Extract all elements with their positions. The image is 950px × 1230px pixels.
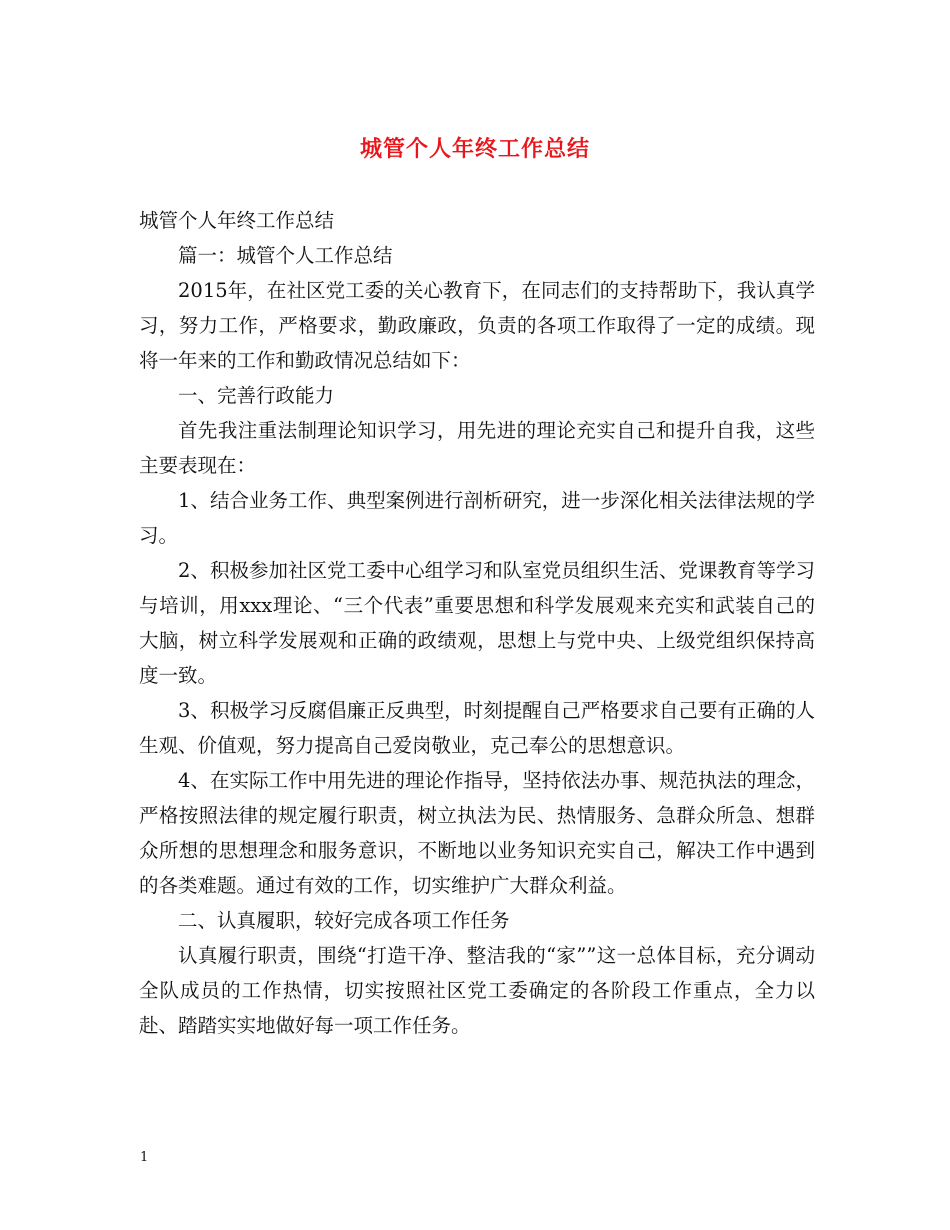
body-paragraph: 首先我注重法制理论知识学习，用先进的理论充实自己和提升自我，这些主要表现在： bbox=[139, 419, 815, 477]
body-paragraph: 2015年，在社区党工委的关心教育下，在同志们的支持帮助下，我认真学习，努力工作，严格要求，勤政廉政，负责的各项工作取得了一定的成绩。现将一年来的工作和勤政情况总结如下： bbox=[139, 279, 815, 372]
body-paragraph: 1、结合业务工作、典型案例进行剖析研究，进一步深化相关法律法规的学习。 bbox=[139, 489, 815, 547]
body-paragraph: 认真履行职责，围绕“打造干净、整洁我的“家””这一总体目标，充分调动全队成员的工作热情，切实按照社区党工委确定的各阶段工作重点，全力以赴、踏踏实实地做好每一项工作任务。 bbox=[139, 944, 815, 1037]
document-title: 城管个人年终工作总结 bbox=[359, 137, 590, 162]
section-heading-paragraph: 一、完善行政能力 bbox=[178, 384, 335, 407]
body-paragraph: 3、积极学习反腐倡廉正反典型，时刻提醒自己严格要求自己要有正确的人生观、价值观，努力提高自己爱岗敬业，克己奉公的思想意识。 bbox=[139, 699, 815, 757]
page-number: 1 bbox=[140, 1150, 149, 1165]
document-body bbox=[139, 203, 815, 1043]
subtitle-paragraph: 城管个人年终工作总结 bbox=[139, 209, 335, 232]
section-heading-paragraph: 二、认真履职，较好完成各项工作任务 bbox=[178, 909, 510, 932]
section-heading-paragraph: 篇一：城管个人工作总结 bbox=[178, 244, 393, 267]
body-paragraph: 4、在实际工作中用先进的理论作指导，坚持依法办事、规范执法的理念，严格按照法律的规定履行职责，树立执法为民、热情服务、急群众所急、想群众所想的思想理念和服务意识，不断地以业务知识充实自己，解决工作中遇到的各类难题。通过有效的工作，切实维护广大群众利益。 bbox=[139, 769, 815, 897]
body-paragraph: 2、积极参加社区党工委中心组学习和队室党员组织生活、党课教育等学习与培训，用xxx理论、“三个代表”重要思想和科学发展观来充实和武装自己的大脑，树立科学发展观和正确的政绩观，思想上与党中央、上级党组织保持高度一致。 bbox=[139, 559, 815, 687]
